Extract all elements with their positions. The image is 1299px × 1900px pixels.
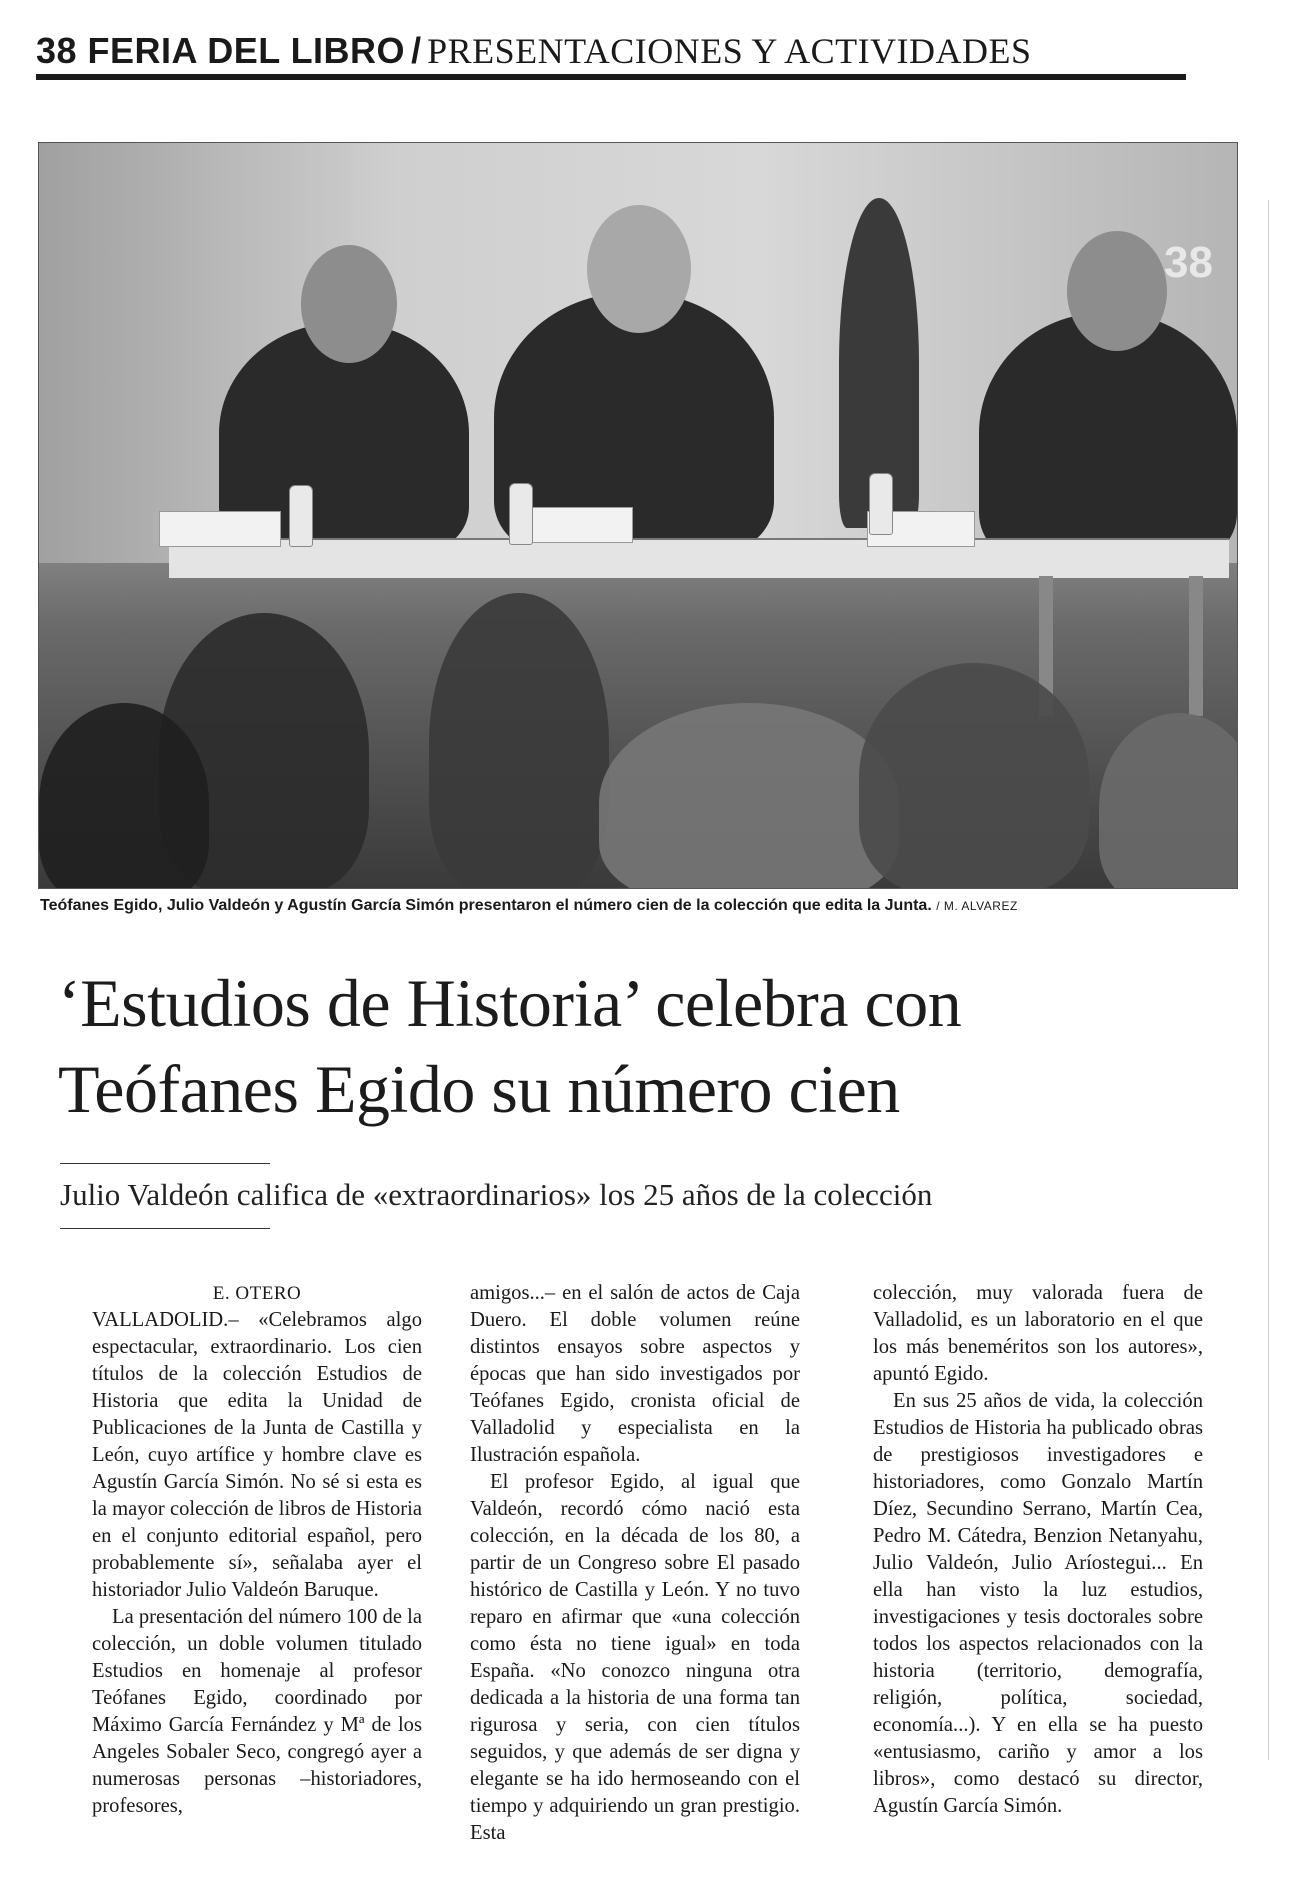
panelist-left-head — [301, 245, 397, 363]
paragraph: La presentación del número 100 de la colección, un doble volumen titulado Estudios en homenaje al profesor Teófanes Egido, coordinado por Máximo García Fernández y Mª de los Angeles Sobaler Seco, congregó ayer a numerosas personas –historiadores, profesores, — [92, 1606, 422, 1817]
audience-head — [429, 593, 609, 889]
article-headline — [58, 960, 1248, 1132]
article-column-1 — [92, 1280, 422, 1820]
audience-head — [599, 703, 899, 889]
audience-head — [1099, 713, 1238, 889]
panelist-right-head — [1067, 231, 1167, 351]
article-column-2 — [470, 1280, 800, 1847]
paragraph: En sus 25 años de vida, la colección Estudios de Historia ha publicado obras de prestigiosos investigadores e historiadores, como Gonzalo Martín Díez, Secundino Serrano, Martín Cea, Pedro M. Cátedra, Benzion Netanyahu, Julio Valdeón, Julio Aríostegui... En ella han visto la luz estudios, investigaciones y tesis doctorales sobre todos los aspectos relacionados con la historia (territorio, demografía, religión, política, sociedad, economía...). Y en ella se ha puesto «entusiasmo, cariño y amor a los libros», como destacó su director, Agustín García Simón. — [873, 1390, 1203, 1817]
table-leg — [1189, 576, 1203, 716]
subhead-rule-top — [60, 1163, 270, 1164]
headline-line-2: Teófanes Egido su número cien — [58, 1051, 900, 1127]
panelist-right — [979, 313, 1237, 563]
paragraph: El profesor Egido, al igual que Valdeón, recordó cómo nació esta colección, en la década de los 80, a partir de un Congreso sobre El pasado histórico de Castilla y León. Y no tuvo reparo en afirmar que «una colección como ésta no tiene igual» en toda España. «No conozco ninguna otra dedicada a la historia de una forma tan rigurosa y seria, con cien títulos seguidos, y que además de ser digna y elegante se ha ido hermoseando con el tiempo y adquiriendo un gran prestigio. Esta — [470, 1471, 800, 1844]
section-title: PRESENTACIONES Y ACTIVIDADES — [427, 31, 1032, 71]
paragraph: amigos...– en el salón de actos de Caja Duero. El doble volumen reúne distintos ensayos sobre aspectos y épocas que han sido investigados por Teófanes Egido, cronista oficial de Valladolid y especialista en la Ilustración española. — [470, 1282, 800, 1466]
paragraph: colección, muy valorada fuera de Valladolid, es un laboratorio en el que los más beneméritos son los autores», apuntó Egido. — [873, 1282, 1203, 1385]
wall-logo-mark: 38 — [1164, 238, 1213, 287]
presiding-table — [169, 538, 1229, 578]
article-column-3 — [873, 1280, 1203, 1820]
water-bottle — [869, 473, 893, 535]
news-photo — [38, 142, 1238, 889]
caption-text: Teófanes Egido, Julio Valdeón y Agustín García Simón presentaron el número cien de la colección que edita la Junta. — [40, 897, 932, 914]
section-number: 38 FERIA DEL LIBRO — [36, 30, 406, 71]
name-card — [159, 511, 281, 547]
water-bottle — [509, 483, 533, 545]
headline-line-1: ‘Estudios de Historia’ celebra con — [58, 965, 962, 1041]
panelist-center-head — [587, 205, 691, 333]
subhead-rule-bottom — [60, 1228, 270, 1229]
page-edge-rule — [1268, 200, 1269, 1760]
photo-caption — [40, 897, 1240, 915]
photo-credit: / M. ALVAREZ — [936, 899, 1018, 913]
section-header — [36, 22, 1186, 80]
section-separator: / — [411, 30, 422, 71]
audience-head — [859, 663, 1089, 889]
byline: E. OTERO — [212, 1283, 302, 1304]
article-subheadline: Julio Valdeón califica de «extraordinarios» los 25 años de la colección — [60, 1177, 933, 1212]
water-bottle — [289, 485, 313, 547]
paragraph: VALLADOLID.– «Celebramos algo espectacular, extraordinario. Los cien títulos de la colección Estudios de Historia que edita la Unidad de Publicaciones de la Junta de Castilla y León, cuyo artífice y hombre clave es Agustín García Simón. No sé si esta es la mayor colección de libros de Historia en el conjunto editorial español, pero probablemente sí», señalaba ayer el historiador Julio Valdeón Baruque. — [92, 1309, 422, 1601]
name-card — [521, 507, 633, 543]
audience-head — [39, 703, 209, 889]
